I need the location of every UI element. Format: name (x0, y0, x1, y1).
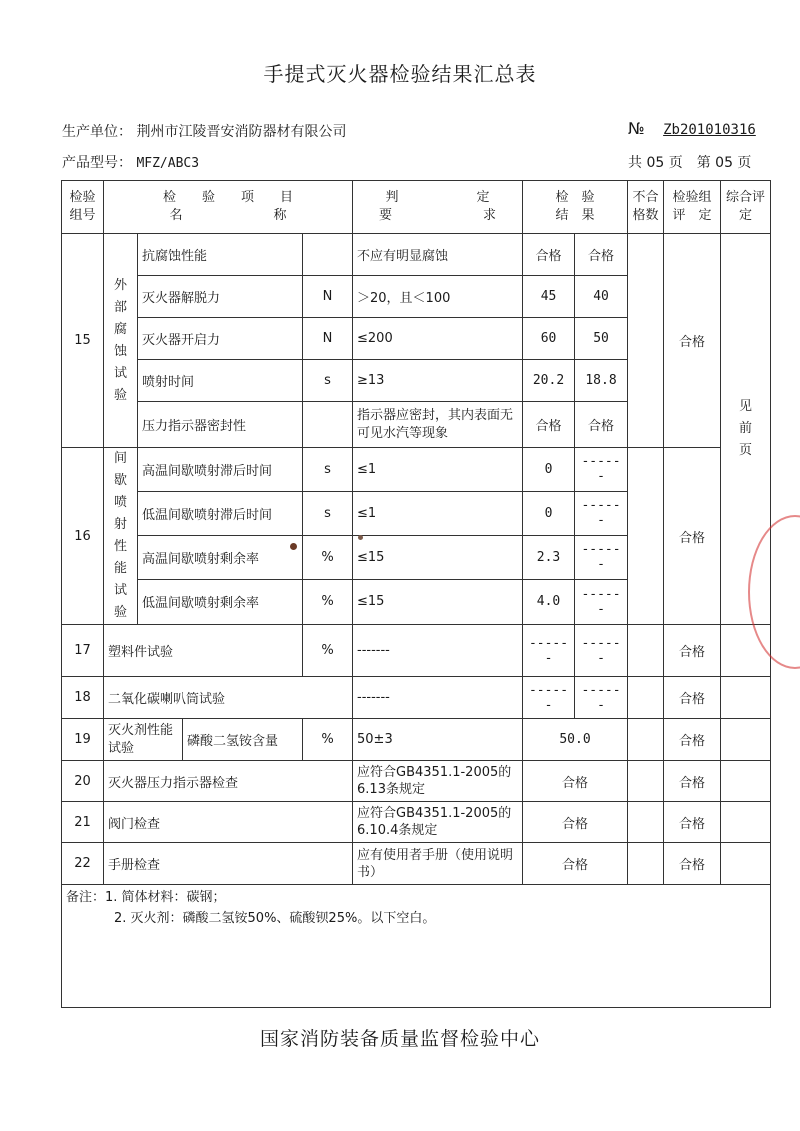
model-value: MFZ/ABC3 (136, 156, 200, 171)
number-symbol: № (628, 119, 645, 138)
item-name: 高温间歇喷射剩余率 (138, 535, 303, 579)
nonconform-cell (628, 761, 664, 802)
result-2: ------ (575, 579, 628, 624)
item-requirement: ≤15 (353, 535, 523, 579)
issuing-organization: 国家消防装备质量监督检验中心 (259, 1028, 540, 1050)
result-merged: 合格 (523, 761, 628, 802)
overall-cell (721, 677, 771, 719)
item-requirement: ≤1 (353, 491, 523, 535)
item-requirement: 50±3 (353, 719, 523, 761)
result-2: 合格 (575, 402, 628, 448)
result-2: ------ (575, 535, 628, 579)
nonconform-cell (628, 625, 664, 677)
item-name: 高温间歇喷射滞后时间 (138, 448, 303, 492)
header-item: 检 验 项 目 名 称 (104, 181, 353, 234)
result-1: ------ (523, 677, 575, 719)
group-eval: 合格 (664, 625, 721, 677)
model-line (62, 152, 199, 172)
item-requirement: 应有使用者手册（使用说明书） (353, 843, 523, 885)
ink-spot (290, 543, 297, 550)
group-eval: 合格 (664, 677, 721, 719)
group-eval: 合格 (664, 802, 721, 843)
item-requirement: 指示器应密封，其内表面无可见水汽等现象 (353, 402, 523, 448)
item-requirement: ≤1 (353, 448, 523, 492)
result-2: ------ (575, 491, 628, 535)
result-1: 20.2 (523, 360, 575, 402)
item-unit: N (303, 276, 353, 318)
result-2: ------ (575, 448, 628, 492)
result-2: 18.8 (575, 360, 628, 402)
notes-row (62, 885, 771, 1008)
item-name: 灭火器开启力 (138, 318, 303, 360)
nonconform-cell (628, 234, 664, 448)
table-row (62, 448, 771, 492)
result-1: 合格 (523, 234, 575, 276)
table-row (62, 761, 771, 802)
item-requirement: 不应有明显腐蚀 (353, 234, 523, 276)
manufacturer-label: 生产单位： (62, 124, 132, 140)
item-requirement: ≤15 (353, 579, 523, 624)
item-unit (303, 234, 353, 276)
group-eval: 合格 (664, 448, 721, 625)
report-number (628, 119, 756, 138)
table-row (62, 677, 771, 719)
item-unit: % (303, 579, 353, 624)
item-unit: s (303, 360, 353, 402)
result-1: ------ (523, 625, 575, 677)
item-name: 压力指示器密封性 (138, 402, 303, 448)
item-name: 喷射时间 (138, 360, 303, 402)
table-row (62, 625, 771, 677)
table-row (62, 802, 771, 843)
group-category: 外部腐蚀试验 (104, 234, 138, 448)
item-name: 低温间歇喷射剩余率 (138, 579, 303, 624)
item-requirement: ≤200 (353, 318, 523, 360)
item-requirement: 应符合GB4351.1-2005的6.10.4条规定 (353, 802, 523, 843)
note-line-2: 2. 灭火剂：磷酸二氢铵50%、硫酸钡25%。以下空白。 (114, 911, 436, 926)
group-eval: 合格 (664, 843, 721, 885)
item-name: 抗腐蚀性能 (138, 234, 303, 276)
result-1: 4.0 (523, 579, 575, 624)
notes-cell (62, 885, 771, 1008)
header-overall: 综合评定 (721, 181, 771, 234)
item-unit: s (303, 448, 353, 492)
overall-eval: 见前页 (721, 234, 771, 625)
result-1: 0 (523, 448, 575, 492)
manufacturer-line (62, 121, 346, 141)
nonconform-cell (628, 448, 664, 625)
result-merged: 合格 (523, 802, 628, 843)
item-unit: % (303, 719, 353, 761)
header-result: 检 验 结 果 (523, 181, 628, 234)
group-number: 18 (62, 677, 104, 719)
overall-cell (721, 843, 771, 885)
item-unit: s (303, 491, 353, 535)
item-requirement: 应符合GB4351.1-2005的6.13条规定 (353, 761, 523, 802)
result-2: ------ (575, 677, 628, 719)
header-group: 检验组号 (62, 181, 104, 234)
item-requirement: ------- (353, 677, 523, 719)
report-number-value: Zb201010316 (663, 122, 756, 138)
result-2: 50 (575, 318, 628, 360)
manufacturer-name: 荆州市江陵晋安消防器材有限公司 (136, 124, 347, 140)
nonconform-cell (628, 719, 664, 761)
table-row (62, 234, 771, 276)
group-eval: 合格 (664, 234, 721, 448)
header-row (62, 181, 771, 234)
header-nonconform: 不合格数 (628, 181, 664, 234)
table-row (62, 843, 771, 885)
item-name: 阀门检查 (104, 802, 353, 843)
header-criterion: 判 定 要 求 (353, 181, 523, 234)
item-unit: % (303, 535, 353, 579)
result-merged: 合格 (523, 843, 628, 885)
nonconform-cell (628, 802, 664, 843)
result-1: 0 (523, 491, 575, 535)
group-number: 15 (62, 234, 104, 448)
item-unit: N (303, 318, 353, 360)
item-name: 手册检查 (104, 843, 353, 885)
group-number: 16 (62, 448, 104, 625)
note-line-1: 备注：1. 简体材料：碳钢； (66, 890, 226, 905)
result-merged: 50.0 (523, 719, 628, 761)
item-name: 二氧化碳喇叭筒试验 (104, 677, 353, 719)
nonconform-cell (628, 677, 664, 719)
group-eval: 合格 (664, 719, 721, 761)
nonconform-cell (628, 843, 664, 885)
group-category: 灭火剂性能试验 (104, 719, 183, 761)
item-requirement: ------- (353, 625, 523, 677)
group-eval: 合格 (664, 761, 721, 802)
group-number: 20 (62, 761, 104, 802)
item-name: 塑料件试验 (104, 625, 303, 677)
result-1: 45 (523, 276, 575, 318)
model-label: 产品型号： (62, 155, 132, 171)
item-unit (303, 402, 353, 448)
overall-cell (721, 761, 771, 802)
overall-cell (721, 802, 771, 843)
item-requirement: ＞20，且＜100 (353, 276, 523, 318)
result-2: 40 (575, 276, 628, 318)
item-name: 灭火器压力指示器检查 (104, 761, 353, 802)
group-number: 19 (62, 719, 104, 761)
group-category: 间歇喷射性能试验 (104, 448, 138, 625)
document-title: 手提式灭火器检验结果汇总表 (263, 62, 537, 86)
item-name: 低温间歇喷射滞后时间 (138, 491, 303, 535)
result-1: 2.3 (523, 535, 575, 579)
result-2: ------ (575, 625, 628, 677)
header-group-eval: 检验组评 定 (664, 181, 721, 234)
result-2: 合格 (575, 234, 628, 276)
item-name: 灭火器解脱力 (138, 276, 303, 318)
overall-cell (721, 719, 771, 761)
group-number: 17 (62, 625, 104, 677)
group-number: 21 (62, 802, 104, 843)
item-requirement: ≥13 (353, 360, 523, 402)
group-number: 22 (62, 843, 104, 885)
page-count: 共 05 页 第 05 页 (628, 155, 752, 171)
result-1: 合格 (523, 402, 575, 448)
item-unit: % (303, 625, 353, 677)
results-table (61, 180, 771, 1008)
ink-spot (358, 535, 363, 540)
table-row (62, 719, 771, 761)
item-name: 磷酸二氢铵含量 (183, 719, 303, 761)
result-1: 60 (523, 318, 575, 360)
